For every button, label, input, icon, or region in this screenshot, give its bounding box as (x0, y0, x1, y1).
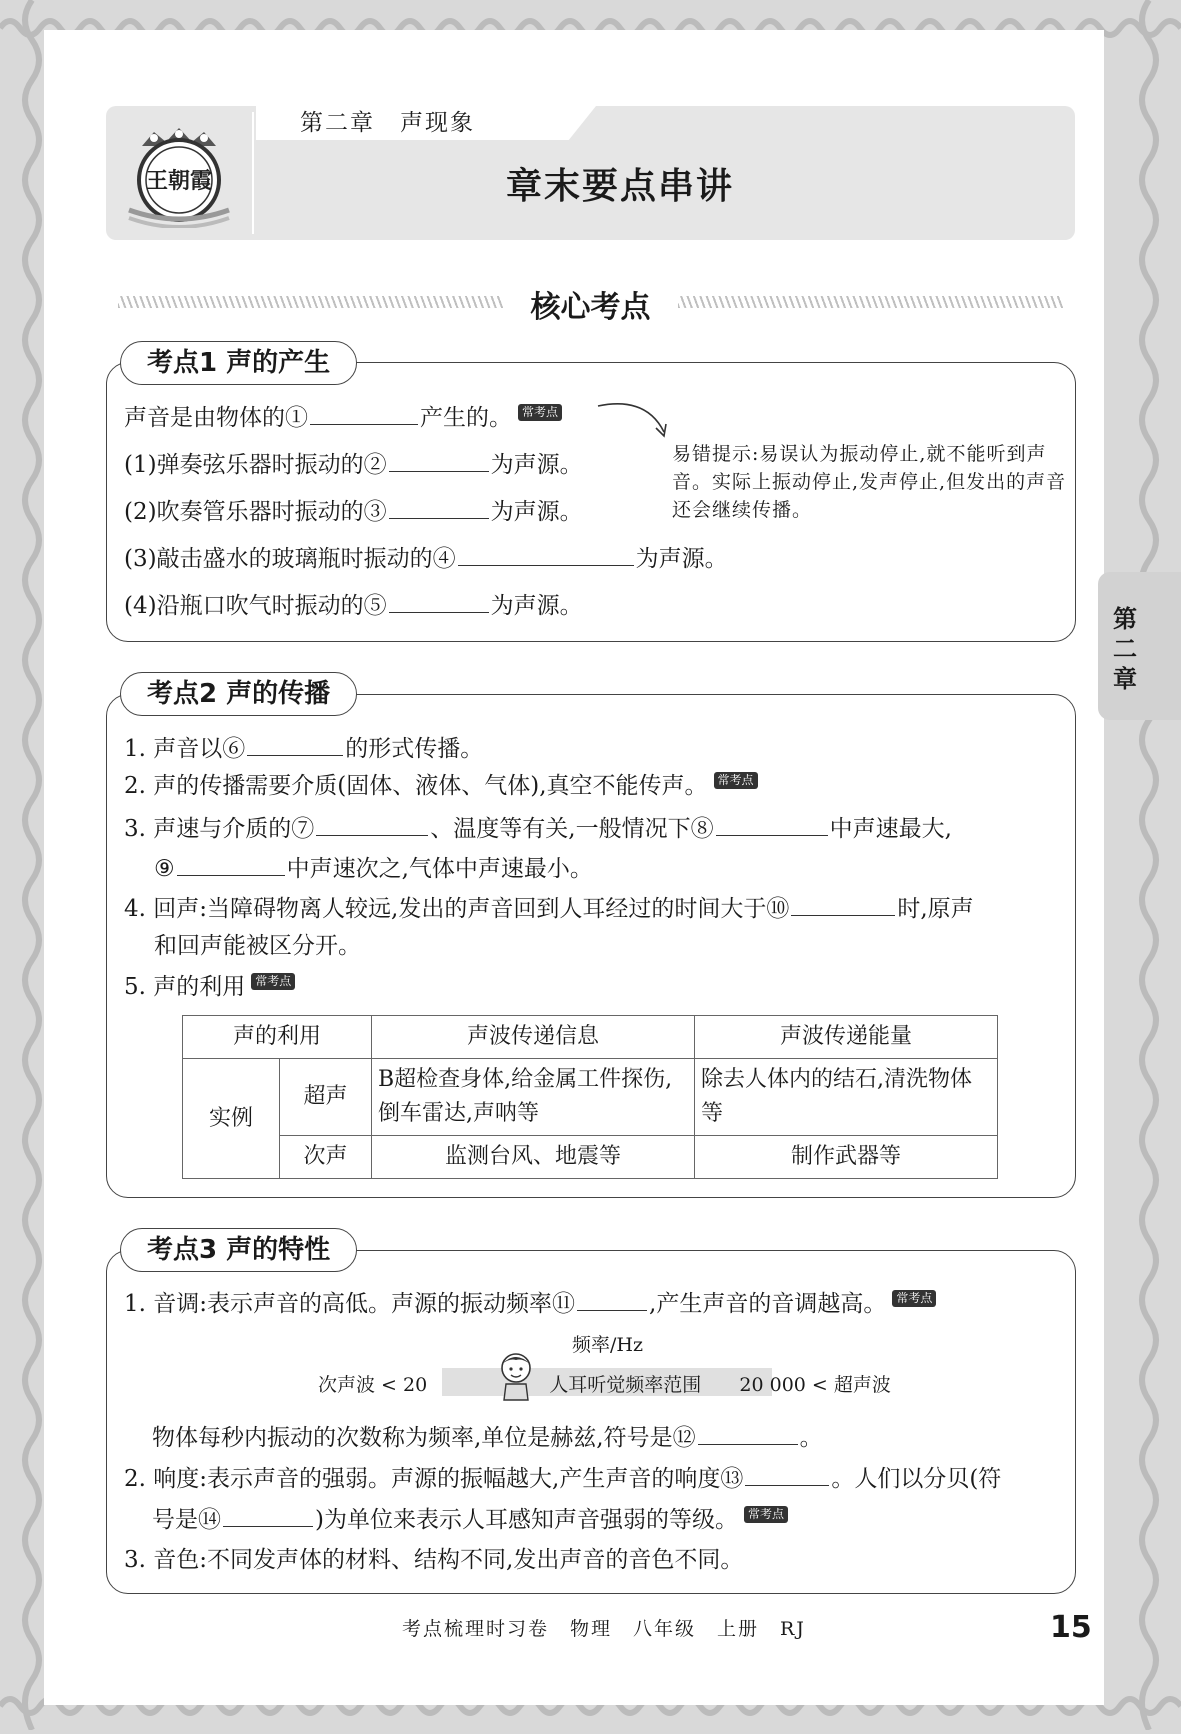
blank-3[interactable] (389, 494, 489, 519)
frequent-badge: 常考点 (518, 404, 562, 421)
blank-10[interactable] (791, 891, 895, 916)
ultrasound-label: 20 000 < 超声波 (739, 1374, 891, 1396)
table-cell: 超声 (280, 1059, 372, 1136)
point3-line3: 3. 音色:不同发声体的材料、结构不同,发出声音的音色不同。 (124, 1547, 744, 1573)
point2-line4-cont: 和回声能被区分开。 (154, 933, 361, 959)
table-cell: 次声 (280, 1136, 372, 1179)
point1-line2: (2)吹奏管乐器时振动的③ 为声源。 (124, 494, 583, 527)
frequent-badge: 常考点 (892, 1290, 936, 1307)
footer-text: 考点梳理时习卷 物理 八年级 上册 RJ (402, 1618, 806, 1640)
point3-tag: 考点3 声的特性 (120, 1228, 357, 1272)
frequency-axis-label: 频率/Hz (572, 1334, 643, 1356)
table-cell: B超检查身体,给金属工件探伤,倒车雷达,声呐等 (372, 1059, 695, 1136)
section-title: 核心考点 (530, 290, 651, 325)
frequent-badge: 常考点 (251, 973, 295, 990)
tip-arrow (596, 396, 676, 440)
table-header-cell: 声波传递信息 (372, 1016, 695, 1059)
table-header-cell: 声的利用 (183, 1016, 372, 1059)
infrasound-label: 次声波 < 20 (318, 1374, 428, 1396)
point2-line2: 2. 声的传播需要介质(固体、液体、气体),真空不能传声。 常考点 (124, 771, 758, 801)
point3-line1-cont: 物体每秒内振动的次数称为频率,单位是赫兹,符号是⑫ 。 (152, 1420, 823, 1453)
point1-tag: 考点1 声的产生 (120, 341, 357, 385)
blank-6[interactable] (247, 731, 343, 756)
error-tip: 易错提示:易误认为振动停止,就不能听到声音。实际上振动停止,发声停止,但发出的声音还会继续传播。 (672, 443, 1067, 521)
point2-tag: 考点2 声的传播 (120, 672, 357, 716)
sound-uses-table (182, 1015, 998, 1179)
table-cell: 制作武器等 (695, 1136, 998, 1179)
blank-7[interactable] (316, 811, 428, 836)
point1-line1: (1)弹奏弦乐器时振动的② 为声源。 (124, 447, 583, 480)
table-header-cell: 声波传递能量 (695, 1016, 998, 1059)
point2-line1: 1. 声音以⑥ 的形式传播。 (124, 731, 483, 764)
table-cell: 除去人体内的结石,清洗物体等 (695, 1059, 998, 1136)
page-title: 章末要点串讲 (505, 166, 734, 207)
table-row (183, 1059, 998, 1136)
table-header-row (183, 1016, 998, 1059)
point2-line5: 5. 声的利用 常考点 (124, 972, 295, 1002)
audible-range-label: 人耳听觉频率范围 (549, 1374, 702, 1396)
table-cell: 监测台风、地震等 (372, 1136, 695, 1179)
blank-2[interactable] (389, 447, 489, 472)
point1-line4: (4)沿瓶口吹气时振动的⑤ 为声源。 (124, 588, 583, 621)
point2-line4: 4. 回声:当障碍物离人较远,发出的声音回到人耳经过的时间大于⑩ 时,原声 (124, 891, 974, 924)
frequent-badge: 常考点 (714, 772, 758, 789)
point2-line3: 3. 声速与介质的⑦ 、温度等有关,一般情况下⑧ 中声速最大, (124, 811, 952, 844)
blank-11[interactable] (577, 1286, 647, 1311)
point3-line2: 2. 响度:表示声音的强弱。声源的振幅越大,产生声音的响度⑬ 。人们以分贝(符 (124, 1461, 1001, 1494)
point2-line3-cont: ⑨ 中声速次之,气体中声速最小。 (154, 851, 593, 884)
point1-line0: 声音是由物体的① 产生的。 常考点 (124, 400, 562, 433)
table-group-cell: 实例 (183, 1059, 280, 1179)
table-row (183, 1136, 998, 1179)
header-divider (252, 112, 254, 234)
blank-4[interactable] (458, 541, 634, 566)
point3-line1: 1. 音调:表示声音的高低。声源的振动频率⑪ ,产生声音的音调越高。 常考点 (124, 1286, 936, 1319)
chapter-side-tab-label: 第二章 (1113, 605, 1137, 693)
section-banner (118, 280, 1063, 325)
frequent-badge: 常考点 (744, 1506, 788, 1523)
page-number: 15 (1050, 1610, 1092, 1645)
blank-5[interactable] (389, 588, 489, 613)
chapter-label: 第二章 声现象 (300, 110, 475, 136)
brand-logo-seal (124, 118, 234, 228)
blank-1[interactable] (310, 400, 418, 425)
blank-8[interactable] (716, 811, 828, 836)
blank-12[interactable] (698, 1420, 798, 1445)
wavy-border-right (1121, 0, 1181, 1730)
frequency-range-line (318, 1370, 891, 1397)
blank-9[interactable] (177, 851, 285, 876)
blank-14[interactable] (223, 1502, 313, 1527)
point1-line3: (3)敲击盛水的玻璃瓶时振动的④ 为声源。 (124, 541, 728, 574)
point3-line2-cont: 号是⑭ )为单位来表示人耳感知声音强弱的等级。 常考点 (152, 1502, 788, 1535)
svg-text:王朝霞: 王朝霞 (145, 168, 213, 194)
blank-13[interactable] (745, 1461, 829, 1486)
